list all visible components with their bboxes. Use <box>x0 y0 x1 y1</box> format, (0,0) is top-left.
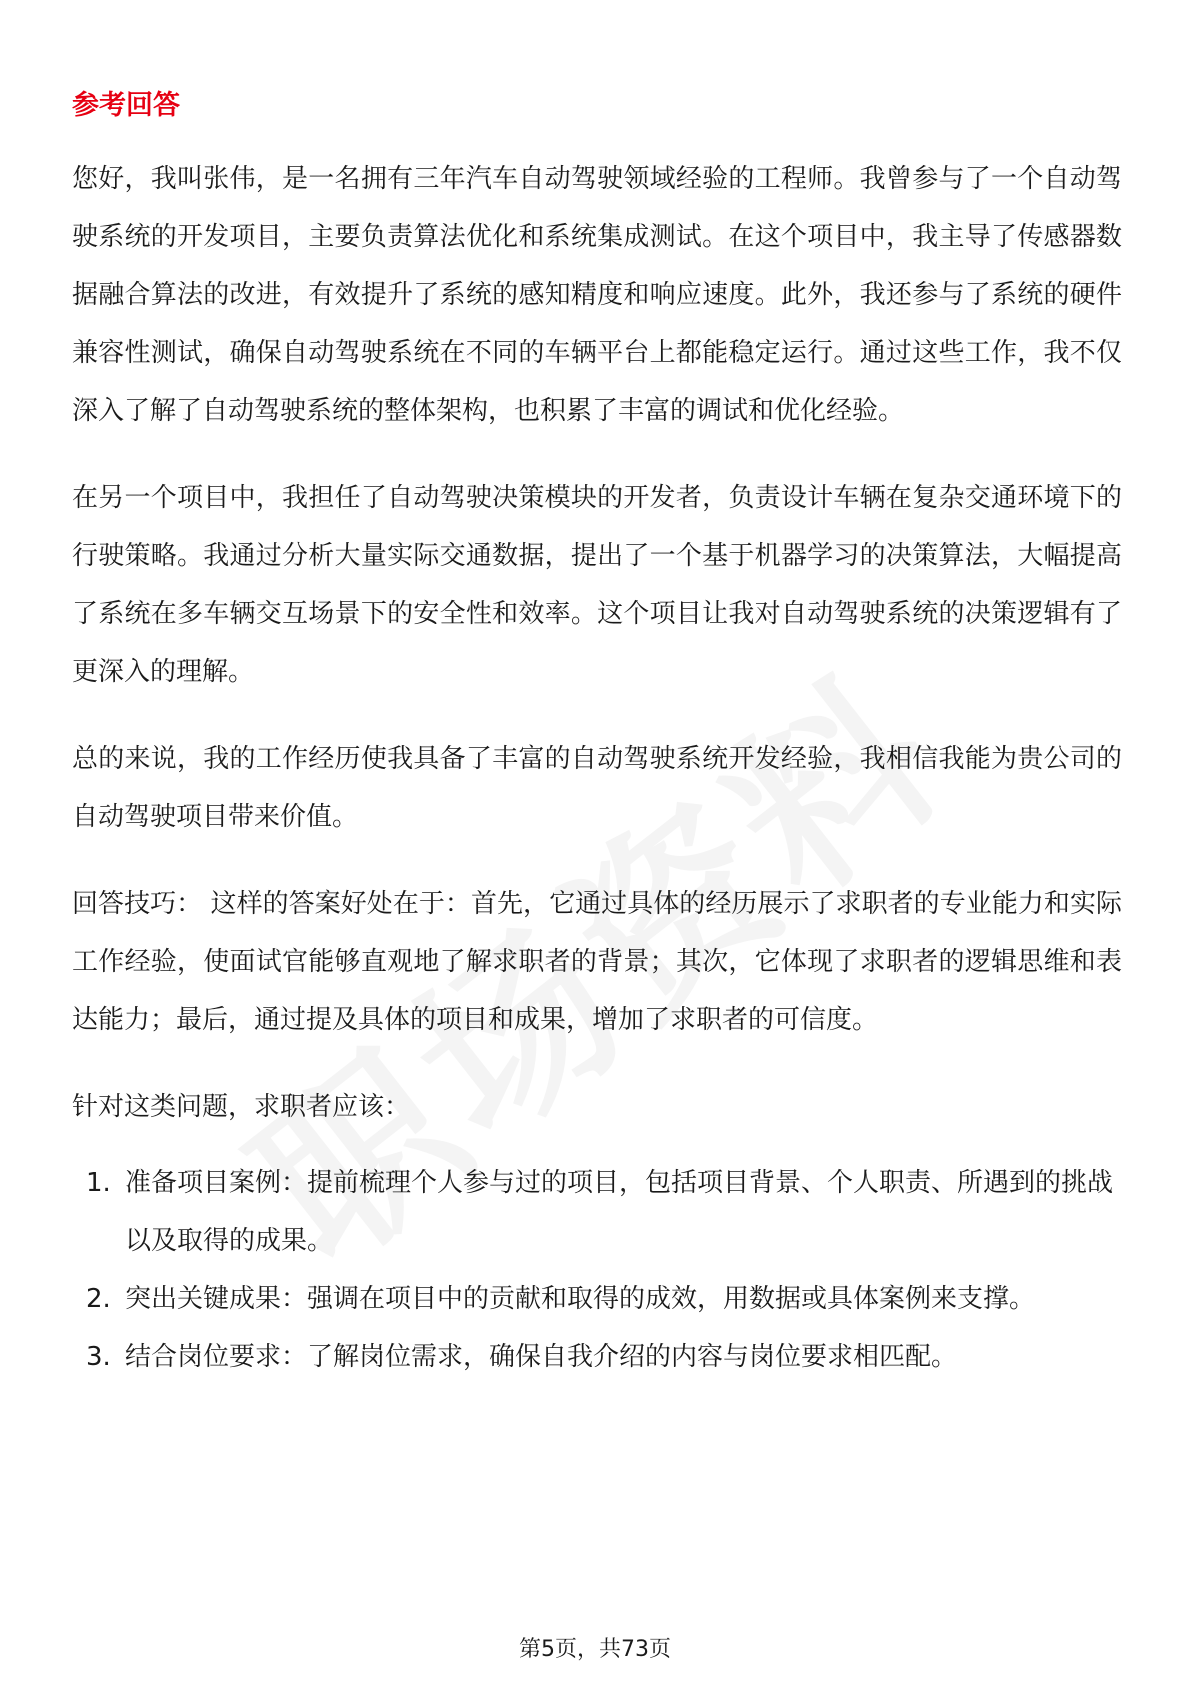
section-heading: 参考回答 <box>72 90 180 121</box>
page-number-footer: 第5页，共73页 <box>519 1637 671 1662</box>
page-content <box>72 88 1122 1386</box>
answer-paragraph-1: 您好，我叫张伟，是一名拥有三年汽车自动驾驶领域经验的工程师。我曾参与了一个自动驾驶系统的开发项目，主要负责算法优化和系统集成测试。在这个项目中，我主导了传感器数据融合算法的改进，有效提升了系统的感知精度和响应速度。此外，我还参与了系统的硬件兼容性测试，确保自动驾驶系统在不同的车辆平台上都能稳定运行。通过这些工作，我不仅深入了解了自动驾驶系统的整体架构，也积累了丰富的调试和优化经验。 <box>72 164 1122 426</box>
advice-intro: 针对这类问题，求职者应该： <box>72 1092 411 1122</box>
list-item-text: 突出关键成果：强调在项目中的贡献和取得的成效，用数据或具体案例来支撑。 <box>125 1284 1036 1314</box>
list-item-number: 1. <box>86 1168 111 1198</box>
answer-paragraph-2: 在另一个项目中，我担任了自动驾驶决策模块的开发者，负责设计车辆在复杂交通环境下的行驶策略。我通过分析大量实际交通数据，提出了一个基于机器学习的决策算法，大幅提高了系统在多车辆交互场景下的安全性和效率。这个项目让我对自动驾驶系统的决策逻辑有了更深入的理解。 <box>72 483 1122 687</box>
list-item <box>72 1270 1122 1328</box>
tips-paragraph: 回答技巧： 这样的答案好处在于：首先，它通过具体的经历展示了求职者的专业能力和实际工作经验，使面试官能够直观地了解求职者的背景；其次，它体现了求职者的逻辑思维和表达能力；最后，通过提及具体的项目和成果，增加了求职者的可信度。 <box>72 889 1122 1035</box>
list-item-number: 3. <box>86 1342 111 1372</box>
list-item-number: 2. <box>86 1284 111 1314</box>
list-item <box>72 1154 1122 1270</box>
advice-list <box>72 1154 1122 1386</box>
list-item-text: 结合岗位要求：了解岗位需求，确保自我介绍的内容与岗位要求相匹配。 <box>125 1342 958 1372</box>
list-item-text: 准备项目案例：提前梳理个人参与过的项目，包括项目背景、个人职责、所遇到的挑战以及取得的成果。 <box>125 1168 1114 1256</box>
list-item <box>72 1328 1122 1386</box>
answer-paragraph-3: 总的来说，我的工作经历使我具备了丰富的自动驾驶系统开发经验，我相信我能为贵公司的自动驾驶项目带来价值。 <box>72 744 1122 832</box>
